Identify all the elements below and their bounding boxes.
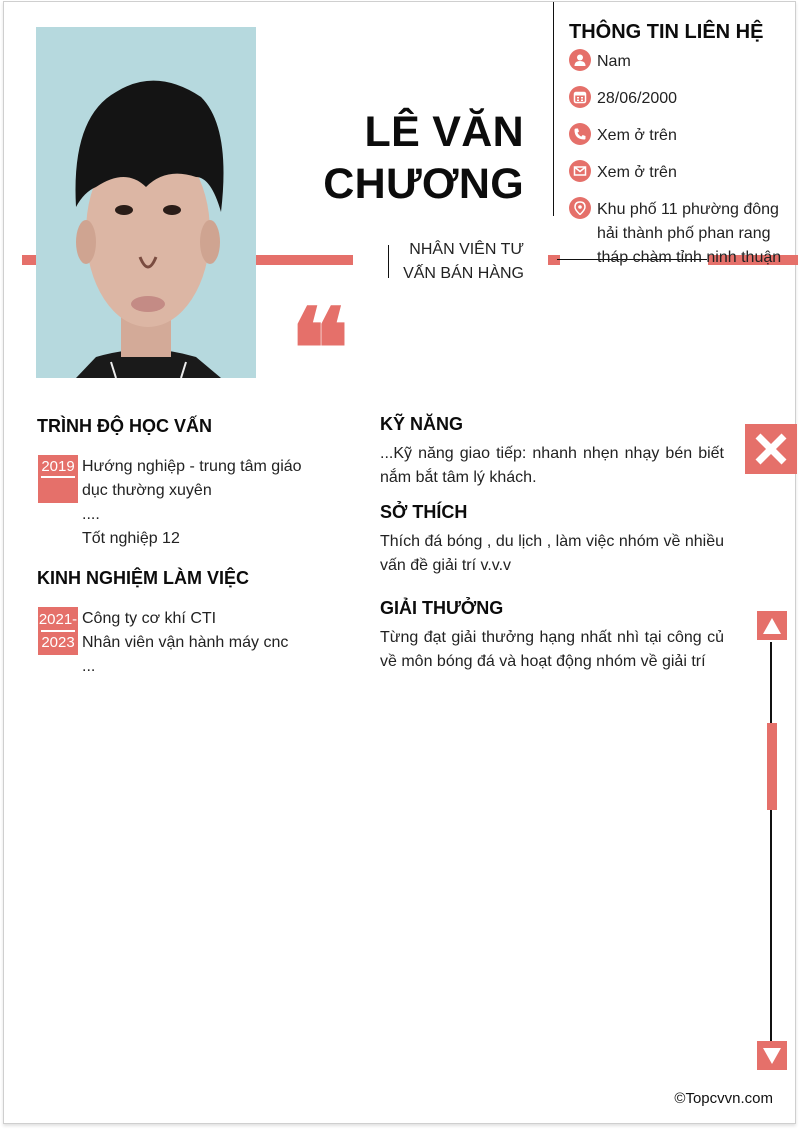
name-line-1: LÊ VĂN <box>364 108 524 156</box>
triangle-down-icon <box>762 1047 782 1065</box>
contact-birthday-value: 28/06/2000 <box>597 90 678 107</box>
contact-email[interactable] <box>569 161 789 185</box>
accent-bar-right-small <box>548 255 560 265</box>
experience-entry[interactable] <box>82 607 322 679</box>
experience-line-3: ... <box>82 658 96 675</box>
name-line-2: CHƯƠNG <box>323 160 524 208</box>
accent-bar-middle <box>256 255 353 265</box>
candidate-name[interactable] <box>323 106 524 210</box>
experience-line-2: Nhân viên vận hành máy cnc <box>82 634 289 651</box>
experience-line-1: Công ty cơ khí CTI <box>82 610 217 627</box>
hobbies-text[interactable]: Thích đá bóng , du lịch , làm việc nhóm về nhiều vấn đề giải trí v.v.v <box>380 533 724 574</box>
skills-title: KỸ NĂNG <box>380 414 464 434</box>
awards-title: GIẢI THƯỞNG <box>380 598 504 618</box>
education-year: 2019 <box>41 458 75 475</box>
contact-title: THÔNG TIN LIÊN HỆ <box>569 21 764 43</box>
education-line-4: Tốt nghiệp 12 <box>82 530 180 547</box>
experience-year-badge <box>38 607 78 655</box>
job-title-line-1: NHÂN VIÊN TƯ <box>409 241 524 258</box>
job-title[interactable] <box>374 238 524 286</box>
skills-text[interactable]: ...Kỹ năng giao tiếp: nhanh nhẹn nhạy bén biết nắm bắt tâm lý khách. <box>380 445 724 486</box>
education-line-3: .... <box>82 506 100 523</box>
experience-year-start: 2021- <box>38 611 78 628</box>
close-button[interactable] <box>745 424 797 474</box>
contact-birthday[interactable] <box>569 87 789 111</box>
calendar-icon <box>569 86 591 108</box>
year-underline <box>41 476 75 478</box>
cv-page <box>3 1 796 1124</box>
scrollbar-track[interactable] <box>770 642 772 1044</box>
awards-text[interactable]: Từng đạt giải thưởng hạng nhất nhì tại công củ về môn bóng đá và hoạt động nhóm về giải trí <box>380 629 724 670</box>
contact-divider <box>553 2 554 216</box>
contact-email-value: Xem ở trên <box>597 164 677 181</box>
hobbies-title: SỞ THÍCH <box>380 502 468 522</box>
mail-icon <box>569 160 591 182</box>
scrollbar-thumb[interactable] <box>767 723 777 810</box>
contact-address[interactable] <box>569 198 789 270</box>
experience-title: KINH NGHIỆM LÀM VIỆC <box>37 568 250 588</box>
education-title: TRÌNH ĐỘ HỌC VẤN <box>37 416 212 436</box>
contact-address-value: Khu phố 11 phường đông hải thành phố phan rang tháp chàm tỉnh ninh thuận <box>597 201 782 266</box>
education-line-2: dục thường xuyên <box>82 482 212 499</box>
contact-phone[interactable] <box>569 124 789 148</box>
location-pin-icon <box>569 197 591 219</box>
experience-year-end: 2023 <box>41 634 75 651</box>
watermark[interactable]: ©Topcvvn.com <box>674 1090 773 1107</box>
profile-photo[interactable] <box>36 27 256 378</box>
quote-mark-icon: ❝ <box>290 294 350 364</box>
contact-phone-value: Xem ở trên <box>597 127 677 144</box>
job-title-line-2: VẤN BÁN HÀNG <box>403 265 524 282</box>
scroll-up-button[interactable] <box>757 611 787 640</box>
close-icon <box>754 432 788 466</box>
education-entry[interactable] <box>82 455 322 551</box>
scroll-down-button[interactable] <box>757 1041 787 1070</box>
user-icon <box>569 49 591 71</box>
education-year-badge <box>38 455 78 503</box>
contact-gender[interactable] <box>569 50 789 74</box>
education-line-1: Hướng nghiệp - trung tâm giáo <box>82 458 302 475</box>
triangle-up-icon <box>762 617 782 635</box>
contact-gender-value: Nam <box>597 53 631 70</box>
portrait-image <box>36 27 256 378</box>
phone-icon <box>569 123 591 145</box>
